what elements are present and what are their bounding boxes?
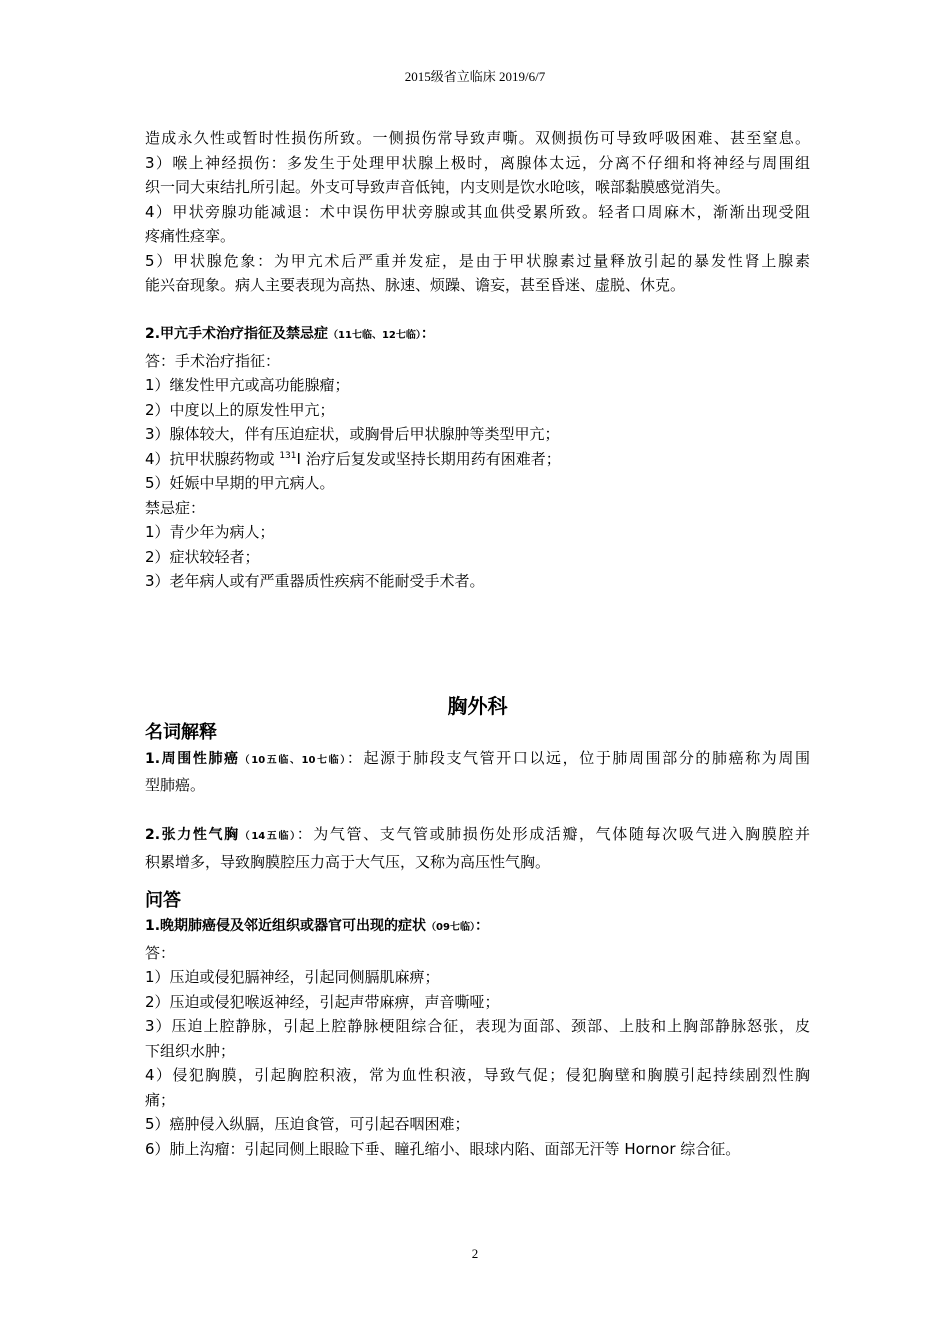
question-tag: （11七临、12七临） — [328, 330, 421, 341]
list-item: 3）压迫上腔静脉，引起上腔静脉梗阻综合征，表现为面部、颈部、上肢和上胸部静脉怒张，皮 — [145, 1017, 810, 1035]
page-body — [145, 126, 810, 1161]
question-title: 2.甲亢手术治疗指征及禁忌症 — [145, 326, 329, 342]
page-header: 2015级省立临床 2019/6/7 — [404, 69, 546, 84]
list-item: 6）肺上沟瘤：引起同侧上眼睑下垂、瞳孔缩小、眼球内陷、面部无汗等 Hornor 综合征。 — [145, 1139, 741, 1158]
text-line: 积累增多，导致胸膜腔压力高于大气压，又称为高压性气胸。 — [145, 852, 551, 871]
section-heading-terms: 名词解释 — [145, 721, 217, 743]
question-tag: （09七临） — [426, 922, 475, 933]
page-number: 2 — [471, 1246, 479, 1261]
contra-label: 禁忌症： — [145, 498, 206, 517]
question-title: 1.晚期肺癌侵及邻近组织或器官可出现的症状 — [145, 918, 427, 934]
section-heading-qa: 问答 — [145, 890, 181, 911]
answer-label: 答： — [145, 943, 176, 962]
list-item: 5）癌肿侵入纵膈，压迫食管，可引起吞咽困难； — [145, 1115, 470, 1133]
list-item: 4）侵犯胸膜，引起胸腔积液，常为血性积液，导致气促；侵犯胸壁和胸膜引起持续剧烈性胸 — [145, 1066, 810, 1084]
text-line: 织一同大束结扎所引起。外支可导致声音低钝，内支则是饮水呛咳，喉部黏膜感觉消失。 — [145, 178, 731, 196]
text-line: 5）甲状腺危象：为甲亢术后严重并发症，是由于甲状腺素过量释放引起的暴发性肾上腺素 — [145, 251, 810, 270]
text-line: 4）甲状旁腺功能减退：术中误伤甲状旁腺或其血供受累所致。轻者口周麻木，渐渐出现受阻 — [145, 202, 810, 221]
term-definition: 2.张力性气胸（14五临）：为气管、支气管或肺损伤处形成活瓣，气体随每次吸气进入胸膜腔并 — [145, 825, 810, 843]
text-line: 型肺癌。 — [145, 776, 206, 794]
term-title: 2.张力性气胸 — [145, 827, 240, 843]
text-line: 造成永久性或暂时性损伤所致。一侧损伤常导致声嘶。双侧损伤可导致呼吸困难、甚至窒息。 — [145, 129, 810, 147]
superscript: 131 — [279, 450, 297, 461]
list-item: 2）症状较轻者； — [145, 547, 260, 566]
question-heading: 2.甲亢手术治疗指征及禁忌症（11七临、12七临）： — [145, 326, 435, 342]
list-item: 3）腺体较大，伴有压迫症状，或胸骨后甲状腺肿等类型甲亢； — [145, 425, 560, 443]
list-item: 下组织水肿； — [145, 1041, 236, 1060]
chapter-title: 胸外科 — [447, 693, 508, 718]
list-item: 2）中度以上的原发性甲亢； — [145, 400, 335, 419]
list-item: 3）老年病人或有严重器质性疾病不能耐受手术者。 — [145, 572, 485, 590]
text-line: 3）喉上神经损伤：多发生于处理甲状腺上极时，离腺体太远，分离不仔细和将神经与周围组 — [145, 153, 810, 172]
list-item: 1）继发性甲亢或高功能腺瘤； — [145, 376, 350, 394]
question-heading: 1.晚期肺癌侵及邻近组织或器官可出现的症状（09七临）： — [145, 918, 489, 934]
list-item: 痛； — [145, 1090, 176, 1109]
list-item: 5）妊娠中早期的甲亢病人。 — [145, 474, 335, 492]
list-item: 4）抗甲状腺药物或 $^{131}$I 治疗后复发或坚持长期用药有困难者； — [145, 449, 561, 468]
list-item: 1）青少年为病人； — [145, 523, 275, 541]
text-line: 能兴奋现象。病人主要表现为高热、脉速、烦躁、谵妄，甚至昏迷、虚脱、休克。 — [145, 276, 686, 294]
term-title: 1.周围性肺癌 — [145, 750, 240, 767]
term-definition: 1.周围性肺癌（10五临、10七临）：起源于肺段支气管开口以远，位于肺周围部分的肺癌称为周围 — [145, 748, 810, 767]
list-item: 1）压迫或侵犯膈神经，引起同侧膈肌麻痹； — [145, 968, 440, 986]
answer-label: 答：手术治疗指征： — [145, 351, 281, 370]
term-tag: （14五临） — [239, 831, 297, 842]
list-item: 2）压迫或侵犯喉返神经，引起声带麻痹，声音嘶哑； — [145, 992, 500, 1011]
term-tag: （10五临、10七临） — [239, 754, 347, 766]
text-line: 疼痛性痉挛。 — [145, 227, 236, 245]
